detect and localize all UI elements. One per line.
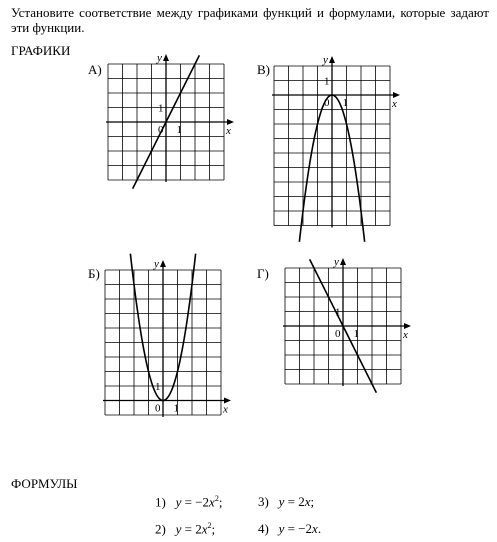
origin-label: 0: [155, 402, 161, 415]
formula-3-var: x: [304, 494, 311, 509]
formula-1: [155, 494, 222, 510]
formula-1-sup: 2: [214, 494, 219, 503]
x-axis-label: x: [403, 329, 408, 341]
formula-2-num: 2): [155, 521, 166, 537]
graphs-title: ГРАФИКИ: [11, 43, 71, 58]
formula-4-lhs: y: [278, 521, 285, 536]
formula-2-lhs: y: [175, 521, 182, 537]
y-unit-label: 1: [155, 381, 161, 393]
formula-3-eq: = 2: [284, 494, 305, 509]
x-axis-label: x: [392, 98, 397, 110]
graph-v-label: В): [257, 62, 270, 77]
formula-4-tail: .: [317, 521, 322, 536]
y-axis-arrow: [340, 258, 346, 265]
formula-2: [155, 521, 215, 537]
x-unit-label: 1: [173, 402, 179, 415]
task-text: Установите соответствие между графиками функций и формулами, которые задают эти функции.: [11, 5, 489, 35]
formulas-title: ФОРМУЛЫ: [11, 476, 78, 491]
x-unit-label: 1: [342, 97, 348, 109]
y-axis-arrow: [160, 260, 166, 267]
formula-2-eq: = 2: [181, 521, 202, 537]
formula-1-lhs: y: [175, 494, 182, 510]
formula-4-num: 4): [258, 521, 269, 536]
formula-2-tail: ;: [211, 521, 216, 537]
y-axis-label: y: [154, 258, 159, 270]
y-unit-label: 1: [158, 102, 164, 115]
graph-g-label: Г): [257, 266, 269, 281]
formula-4: [258, 521, 321, 537]
graph-a-label: А): [88, 62, 102, 77]
x-axis-label: x: [223, 403, 228, 416]
graph-g: [271, 254, 415, 398]
y-axis-label: y: [323, 54, 328, 66]
formula-1-var: x: [209, 494, 215, 510]
formula-1-eq: = −2: [181, 494, 210, 510]
y-unit-label: 1: [324, 75, 330, 88]
y-unit-label: 1: [335, 306, 341, 319]
formula-1-num: 1): [155, 494, 166, 510]
x-unit-label: 1: [176, 124, 182, 136]
y-axis-label: y: [157, 52, 162, 64]
formula-2-sup: 2: [207, 521, 212, 530]
formula-3: [258, 494, 314, 510]
origin-label: 0: [158, 124, 164, 136]
graph-v: [260, 52, 404, 240]
formula-3-tail: ;: [310, 494, 315, 509]
graph-a: [94, 50, 238, 194]
x-unit-label: 1: [353, 328, 359, 340]
y-axis-arrow: [163, 54, 169, 61]
formula-1-tail: ;: [218, 494, 223, 510]
formula-2-var: x: [201, 521, 208, 537]
x-axis-label: x: [226, 125, 231, 137]
y-axis-arrow: [329, 56, 335, 63]
origin-label: 0: [324, 97, 330, 109]
formula-4-eq: = −2: [284, 521, 313, 536]
y-axis-label: y: [334, 256, 339, 268]
origin-label: 0: [335, 328, 341, 340]
formula-4-var: x: [312, 521, 318, 536]
graph-b-label: Б): [88, 266, 100, 281]
formula-3-num: 3): [258, 494, 269, 509]
formula-3-lhs: y: [278, 494, 285, 509]
graph-b: [91, 256, 235, 429]
